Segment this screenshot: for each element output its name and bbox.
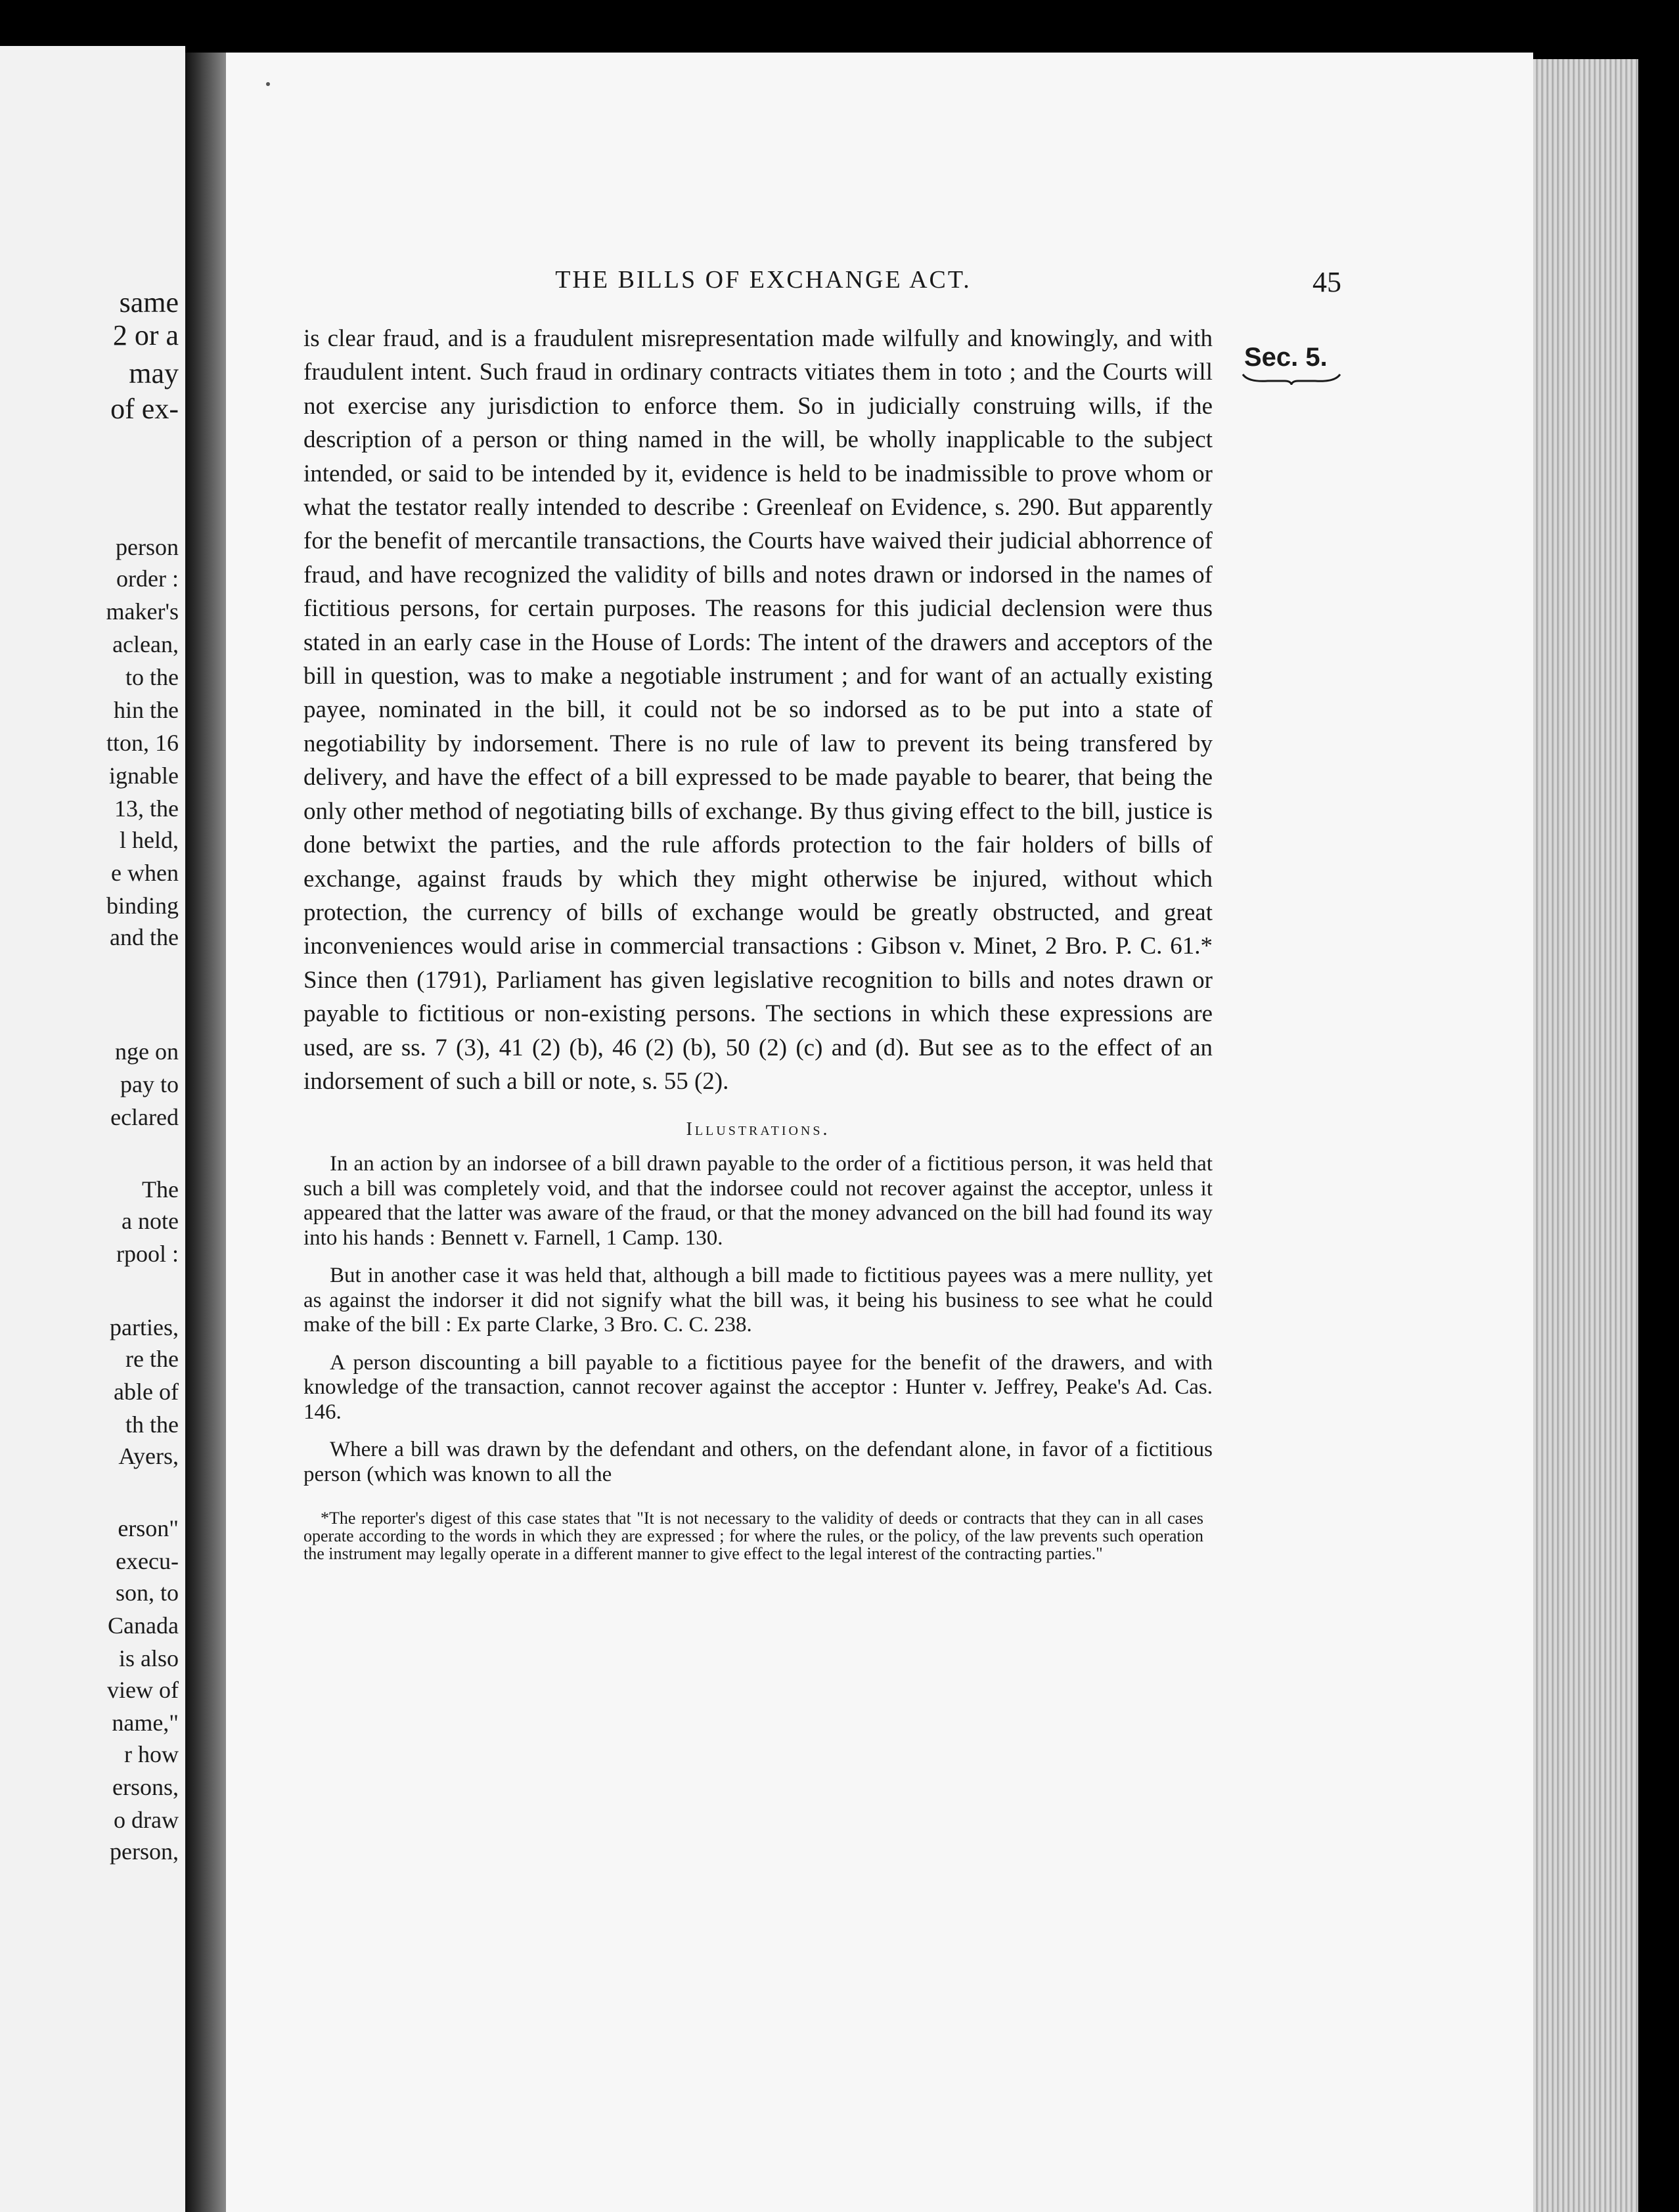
left-page-line: The <box>142 1176 179 1203</box>
left-page-line: execu- <box>116 1548 179 1574</box>
left-page-line: maker's <box>106 598 179 625</box>
illustration-2: But in another case it was held that, although a bill made to fictitious payees was a mere nullity, yet as against the indorser it did not signify what the bill was, it being his business to see what he could make of the bill : Ex parte Clarke, 3 Bro. C. C. 238. <box>303 1264 1213 1337</box>
left-page-line: son, to <box>115 1580 179 1606</box>
left-page-line: a note <box>122 1208 179 1234</box>
left-page-line: 2 or a <box>112 319 179 351</box>
left-page-line: of ex- <box>110 393 179 425</box>
book-gutter <box>185 53 226 2212</box>
left-page-line: erson" <box>118 1515 179 1541</box>
left-page-line: order : <box>116 565 179 592</box>
left-page-line: 13, the <box>114 795 179 822</box>
left-page-line: th the <box>125 1411 179 1438</box>
left-page-line: re the <box>125 1346 179 1372</box>
left-page-line: ignable <box>109 763 179 789</box>
left-page-line: person, <box>110 1838 179 1865</box>
body-paragraph: is clear fraud, and is a fraudulent misrepresentation made wilfully and knowingly, and with fraudulent intent. Such fraud in ordinary contracts vitiates them in toto ; and the Courts will not exercise any jurisdiction to enforce them. So in judicially construing wills, if the description of a person or thing named in the will, be wholly inapplicable to the subject intended, or said to be intended by it, evidence is held to be inadmissible to prove whom or what the testator really intended to describe : Greenleaf on Evidence, s. 290. But apparently for the benefit of mercantile transactions, the Courts have waived their judicial abhorrence of fraud, and have recognized the validity of bills and notes drawn or indorsed in the names of fictitious persons, for certain purposes. The reasons for this judicial declension were thus stated in an early case in the House of Lords: The intent of the drawers and acceptors of the bill in question, was to make a negotiable instrument ; and for want of an actually existing payee, nominated in the bill, it could not be so indorsed as to be put into a state of negotiability by indorsement. There is no rule of law to prevent its being transfered by delivery, and have the effect of a bill expressed to be made payable to bearer, that being the only other method of negotiating bills of exchange. By thus giving effect to the bill, justice is done betwixt the parties, and the rule affords protection to the fair holders of bills of exchange, against frauds by which they might otherwise be injured, without which protection, the currency of bills of exchange would be greatly obstructed, and great inconveniences would arise in commercial transactions : Gibson v. Minet, 2 Bro. P. C. 61.* Since then (1791), Parliament has given legislative recognition to bills and notes drawn or payable to fictitious or non-existing persons. The sections in which these expressions are used, are ss. 7 (3), 41 (2) (b), 46 (2) (b), 50 (2) (c) and (d). But see as to the effect of an indorsement of such a bill or note, s. 55 (2). <box>303 325 1213 1095</box>
left-page-line: eclared <box>110 1104 179 1130</box>
illustration-3: A person discounting a bill payable to a fictitious payee for the benefit of the drawers, and with knowledge of the transaction, cannot recover against the acceptor : Hunter v. Jeffrey, Peake's Ad. Cas. 146. <box>303 1350 1213 1424</box>
left-page-line: ersons, <box>112 1774 179 1800</box>
illustration-1: In an action by an indorsee of a bill drawn payable to the order of a fictitious person, it was held that such a bill was completely void, and that the indorsee could not recover against the acceptor, unless it appeared that the latter was aware of the fraud, or that the money advanced on the bill had found its way into his hands : Bennett v. Farnell, 1 Camp. 130. <box>303 1152 1213 1250</box>
left-page-line: parties, <box>110 1314 179 1340</box>
footnote: *The reporter's digest of this case states that "It is not necessary to the validity of deeds or contracts that they can in all cases operate according to the words in which they are expressed ; for where the rules, or the policy, of the law prevents such operation the instrument may legally operate in a different manner to give effect to the legal interest of the contracting parties." <box>303 1509 1203 1564</box>
page-speck <box>266 82 270 86</box>
left-page-line: l held, <box>120 827 179 853</box>
left-page-line: rpool : <box>116 1241 179 1267</box>
left-page-line: and the <box>110 924 179 950</box>
left-page-line: view of <box>107 1677 179 1703</box>
left-page-line: may <box>129 357 179 389</box>
page-number: 45 <box>1312 266 1341 298</box>
left-page-line: to the <box>125 664 179 690</box>
left-page-line: binding <box>106 893 179 919</box>
left-page-line: e when <box>111 860 179 886</box>
left-page-line: r how <box>124 1741 179 1767</box>
left-page-line: is also <box>118 1645 179 1671</box>
section-brace-icon <box>1242 373 1341 385</box>
left-page-line: able of <box>114 1379 179 1405</box>
left-page-line: Ayers, <box>118 1443 179 1469</box>
left-page-line: person <box>116 534 179 560</box>
section-label: Sec. 5. <box>1244 343 1328 372</box>
left-page-line: hin the <box>114 697 179 723</box>
left-page-line: Canada <box>108 1612 179 1639</box>
illustration-4: Where a bill was drawn by the defendant and others, on the defendant alone, in favor of a fictitious person (which was known to all the <box>303 1438 1213 1486</box>
left-page-line: tton, 16 <box>106 730 179 756</box>
left-page-line: o draw <box>114 1807 179 1833</box>
left-page-line: nge on <box>115 1038 179 1065</box>
left-page-line: same <box>119 286 179 319</box>
left-page-line: pay to <box>120 1071 179 1097</box>
left-page-line: name," <box>112 1710 179 1736</box>
page-edges <box>1533 59 1638 2212</box>
illustrations-heading: Illustrations. <box>686 1119 830 1140</box>
main-text <box>303 322 1213 1562</box>
running-title: THE BILLS OF EXCHANGE ACT. <box>555 266 972 294</box>
left-page-fragment <box>0 46 185 2212</box>
left-page-line: aclean, <box>112 631 179 657</box>
